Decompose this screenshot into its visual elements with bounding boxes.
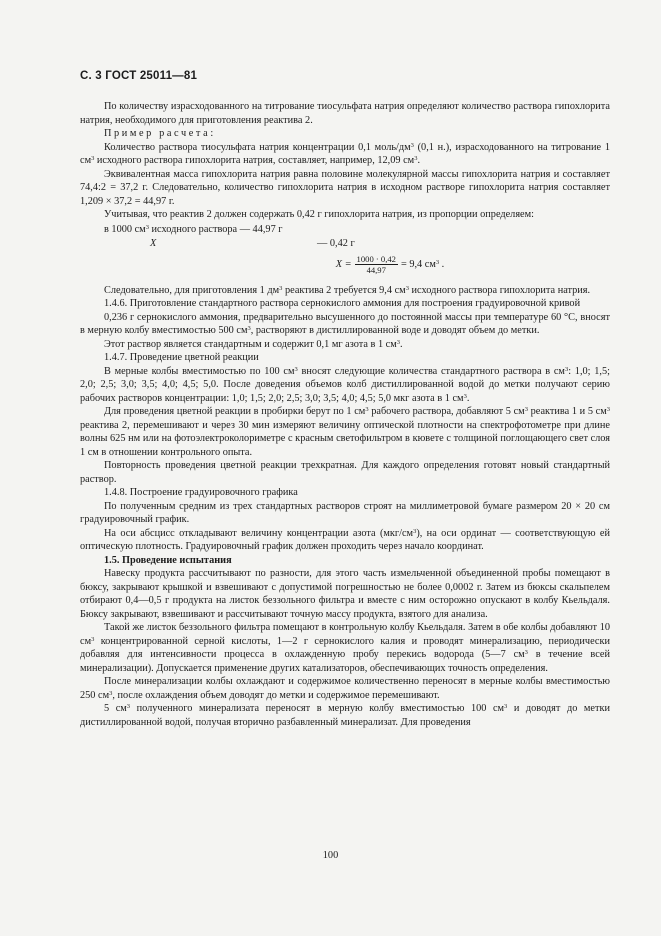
paragraph: 0,236 г сернокислого аммония, предварительно высушенного до постоянной массы при температуре 60 °С, вносят в мерную колбу вместимостью 500 $см^3$, растворяют в дистиллированной воде и доводят объем до метки. — [80, 311, 610, 336]
example-heading — [80, 127, 610, 141]
paragraph: 5 $см^3$ полученного минерализата переносят в мерную колбу вместимостью 100 $см^3$ и доводят до метки дистиллированной водой, получая вторично разбавленный минерализат. Для проведения — [80, 703, 610, 728]
page-number: 100 — [322, 850, 339, 861]
proportion-variable: X — [150, 237, 157, 249]
section-1-4-6: 1.4.6. Приготовление стандартного раствора сернокислого аммония для построения градуировочной кривой — [104, 298, 581, 309]
proportion — [80, 222, 610, 252]
paragraph: Повторность проведения цветной реакции трехкратная. Для каждого определения готовят новый стандартный раствор. — [80, 460, 610, 485]
page-content — [80, 100, 610, 729]
formula — [80, 252, 610, 278]
paragraph: В мерные колбы вместимостью по 100 $см^3$ вносят следующие количества стандартного раствора в $см^3$: 1,0; 1,5; 2,0; 2,5; 3,0; 3,5; 4,0; 4,5; 5,0. После доведения объемов колб дистиллированной водой до метки получают серию рабочих растворов концентрации: 1,0; 1,5; 2,0; 2,5; 3,0; 3,5; 4,0; 4,5; 5,0 мкг азота в 1 $см^3$. — [80, 365, 610, 404]
paragraph: По количеству израсходованного на титрование тиосульфата натрия определяют количество раствора гипохлорита натрия, необходимого для приготовления реактива 2. — [80, 101, 610, 126]
paragraph: На оси абсцисс откладывают величину концентрации азота $(мкг/см^3)$, на оси ординат — соответствующую ей оптическую плотность. Градуировочный график должен проходить через начало координат. — [80, 527, 610, 552]
section-1-5: 1.5. Проведение испытания — [104, 554, 232, 566]
paragraph: Следовательно, для приготовления 1 $дм^3$ реактива 2 требуется 9,4 $см^3$ исходного раствора гипохлорита натрия. — [104, 284, 591, 296]
page-header: С. 3 ГОСТ 25011—81 — [80, 70, 198, 82]
paragraph: Этот раствор является стандартным и содержит 0,1 мг азота в 1 $см^3$. — [104, 338, 403, 350]
formula-lhs: X = — [335, 258, 352, 270]
section-1-4-8: 1.4.8. Построение градуировочного графика — [104, 487, 298, 498]
paragraph: Количество раствора тиосульфата натрия концентрации 0,1 моль/$дм^3$ (0,1 н.), израсходованного на титрование 1 $см^3$ исходного раствора гипохлорита натрия, составляет, например, 12,09 $см^3$. — [80, 141, 610, 166]
paragraph: Эквивалентная масса гипохлорита натрия равна половине молекулярной массы гипохлорита натрия и составляет 74,4:2 = 37,2 г. Следовательно, количество гипохлорита натрия в исходном растворе гипохлорита натрия составляет 1,209 × 37,2 = 44,97 г. — [80, 168, 610, 207]
formula-rhs: = 9,4 $см^3$ . — [400, 258, 445, 270]
section-1-4-7: 1.4.7. Проведение цветной реакции — [104, 352, 259, 363]
formula-fraction — [355, 254, 398, 275]
example-label: Пример расчета: — [104, 128, 216, 139]
paragraph: Навеску продукта рассчитывают по разности, для этого часть измельченной объединенной пробы помещают в бюксу, закрывают крышкой и взвешивают с допустимой погрешностью не более 0,0002 г. Затем из бюксы скальпелем отбирают 0,4—0,5 г продукта на листок беззольного фильтра и вместе с ним осторожно опускают в колбу Кьельдаля. Бюксу закрывают, взвешивают и рассчитывают точную массу продукта, взятого для анализа. — [80, 568, 610, 620]
proportion-line-1: в 1000 $см^3$ исходного раствора — 44,97 г — [104, 223, 283, 235]
paragraph: Для проведения цветной реакции в пробирки берут по 1 $см^3$ рабочего раствора, добавляют 5 $см^3$ реактива 1 и 5 $см^3$ реактива 2, перемешивают и через 30 мин измеряют величину оптической плотности на спектрофотометре при длине волны 625 нм или на фотоэлектроколориметре с красным светофильтром в кювете с толщиной поглощающего свет слоя 1 см в отношении контрольного опыта. — [80, 406, 611, 458]
paragraph: После минерализации колбы охлаждают и содержимое количественно переносят в мерные колбы вместимостью 250 $см^3$, после охлаждения объем доводят до метки и содержимое перемешивают. — [80, 676, 610, 701]
formula-numerator: 1000 · 0,42 — [356, 254, 396, 264]
paragraph: Такой же листок беззольного фильтра помещают в контрольную колбу Кьельдаля. Затем в обе колбы добавляют 10 $см^3$ концентрированной серной кислоты, 1—2 г сернокислого калия и проводят минерализацию, периодически добавляя для интенсивности процесса в охлажденную пробу перекись водорода (5—7 $см^3$ в течение всей минерализации). Допускается применение других катализаторов, обеспечивающих точность определения. — [80, 622, 610, 674]
proportion-line-2: — 0,42 г — [317, 237, 355, 249]
paragraph: Учитывая, что реактив 2 должен содержать 0,42 г гипохлорита натрия, из пропорции определяем: — [104, 209, 535, 220]
formula-denominator: 44,97 — [366, 265, 386, 275]
paragraph: По полученным средним из трех стандартных растворов строят на миллиметровой бумаге размером 20 × 20 см градуировочный график. — [80, 500, 610, 525]
